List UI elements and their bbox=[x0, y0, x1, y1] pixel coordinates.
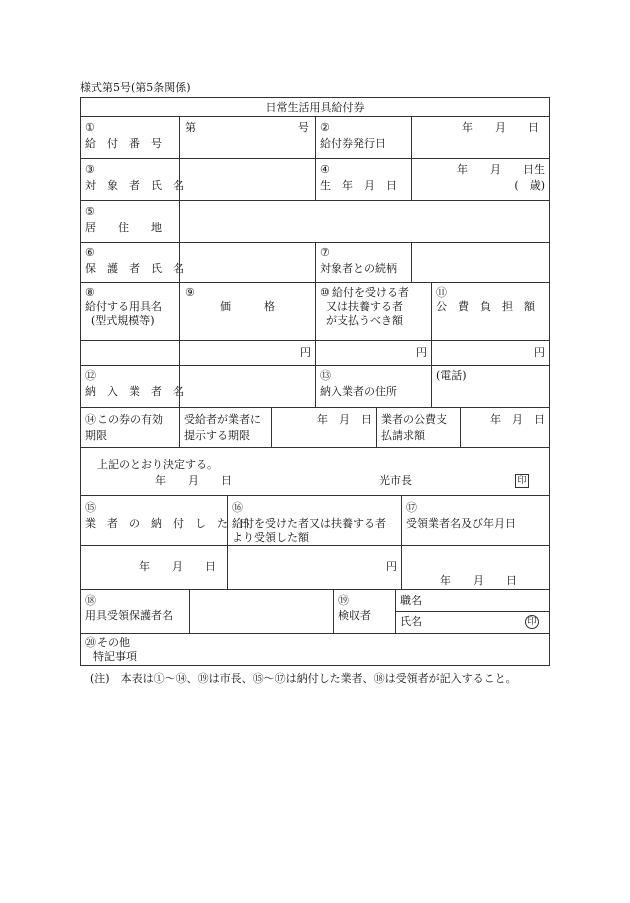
row-remarks[interactable]: ⑳ その他 特記事項 bbox=[80, 634, 550, 666]
form-number-header: 様式第5号(第5条関係) bbox=[80, 81, 191, 94]
cell-claim-label: 業者の公費支 払請求額 bbox=[376, 408, 460, 447]
decision-date: 年 月 日 bbox=[155, 474, 232, 487]
cell-issue-date-label: ② 給付券発行日 bbox=[315, 117, 411, 158]
label-subject-name: 対 象 者 氏 名 bbox=[85, 179, 184, 192]
row-issue-number bbox=[80, 117, 550, 159]
num-1: ① bbox=[85, 121, 95, 134]
label-item-name: 給付する用具名 bbox=[85, 300, 162, 313]
label-inspector: 検収者 bbox=[338, 609, 371, 622]
row-item-values bbox=[80, 341, 550, 366]
row-delivery-values bbox=[80, 546, 550, 590]
label-birthdate: 生 年 月 日 bbox=[320, 179, 397, 192]
label-receipt-vendor: 受領業者名及び年月日 bbox=[406, 517, 516, 530]
label-phone: (電話) bbox=[436, 369, 467, 382]
cell-delivery-date[interactable]: 年 月 日 bbox=[139, 560, 216, 573]
form-title: 日常生活用具給付券 bbox=[265, 101, 365, 114]
inspector-seal: 印 bbox=[525, 615, 539, 629]
cell-price[interactable]: 円 bbox=[179, 341, 315, 365]
footnote: (注) 本表は①～⑭、⑲は市長、⑮～⑰は納付した業者、⑱は受領者が記入すること。 bbox=[90, 672, 517, 685]
cell-public-cost[interactable]: 円 bbox=[431, 341, 549, 365]
decision-text: 上記のとおり決定する。 bbox=[97, 458, 218, 471]
label-other: その他 bbox=[97, 636, 130, 649]
cell-issue-date[interactable]: 年 月 日 bbox=[411, 117, 549, 158]
label-receiver-name: 用具受領保護者名 bbox=[85, 609, 173, 622]
row-subject-name: ③ 対 象 者 氏 名 ④ 生 年 月 日 年 月 日生 ( 歳) bbox=[80, 159, 550, 201]
cell-public-label: ⑪ 公 費 負 担 額 bbox=[431, 283, 549, 340]
cell-claim-amount[interactable]: 年 月 日 bbox=[460, 408, 549, 447]
cell-received-amount[interactable]: 円 bbox=[227, 546, 401, 589]
label-remarks: 特記事項 bbox=[93, 650, 137, 663]
cell-price-label: ⑨ 価 格 bbox=[179, 283, 315, 340]
cell-subject-name[interactable] bbox=[179, 159, 315, 200]
cell-present-deadline-label: 受給者が業者に 提示する期限 bbox=[179, 408, 271, 447]
label-delivery-date: 業 者 の 納 付 し た 日 bbox=[85, 517, 250, 530]
cell-birthdate-label: ④ 生 年 月 日 bbox=[315, 159, 411, 200]
label-post: 職名 bbox=[400, 594, 422, 607]
cell-vendor-address[interactable] bbox=[431, 366, 549, 407]
cell-present-deadline[interactable]: 年 月 日 bbox=[271, 408, 376, 447]
cell-receipt-vendor-label: ⑰ 受領業者名及び年月日 bbox=[401, 496, 549, 545]
cell-copay-label: ⑩ 給付を受ける者 又は扶養する者 が支払うべき額 bbox=[315, 283, 431, 340]
cell-issue-number[interactable]: 第 号 bbox=[179, 117, 315, 158]
row-validity: ⑭ この券の有効 期限 受給者が業者に 提示する期限 年 月 日 業者の公費支 払請求額 年 月 日 bbox=[80, 408, 550, 448]
label-relation: 対象者との続柄 bbox=[320, 262, 397, 275]
cell-relation-label: ⑦ 対象者との続柄 bbox=[315, 243, 411, 282]
row-residence: ⑤ 居 住 地 bbox=[80, 201, 550, 243]
row-decision bbox=[80, 448, 550, 496]
cell-copay[interactable]: 円 bbox=[315, 341, 431, 365]
cell-receiver-name[interactable] bbox=[189, 590, 333, 633]
cell-vendor-address-label: ⑬ 納入業者の住所 bbox=[315, 366, 431, 407]
cell-inspector-label: ⑲ 検収者 bbox=[333, 590, 395, 633]
label-vendor-address: 納入業者の住所 bbox=[320, 385, 397, 398]
label-vendor-name: 納 入 業 者 名 bbox=[85, 385, 184, 398]
label-guardian-name: 保 護 者 氏 名 bbox=[85, 262, 184, 275]
cell-received-label: ⑯ 給付を受けた者又は扶養する者 より受領した額 bbox=[227, 496, 401, 545]
inspector-divider bbox=[396, 611, 549, 612]
cell-item-name[interactable] bbox=[81, 341, 179, 365]
label-inspector-name: 氏名 bbox=[400, 615, 422, 628]
cell-receipt-vendor[interactable]: 年 月 日 bbox=[401, 546, 549, 589]
mayor-seal: 印 bbox=[515, 474, 529, 488]
row-item-header: ⑧ 給付する用具名 (型式規模等) ⑨ 価 格 ⑩ 給付を受ける者 又は扶養する者 が支払うべき額 ⑪ 公 費 負 担 額 bbox=[80, 283, 550, 341]
cell-relation[interactable] bbox=[411, 243, 549, 282]
title-row bbox=[80, 97, 550, 117]
label-issue-number: 給 付 番 号 bbox=[85, 137, 162, 150]
label-public-cost: 公 費 負 担 額 bbox=[436, 300, 535, 313]
row-vendor: ⑫ 納 入 業 者 名 ⑬ 納入業者の住所 (電話) bbox=[80, 366, 550, 408]
label-residence: 居 住 地 bbox=[85, 221, 162, 234]
cell-residence[interactable] bbox=[179, 201, 549, 242]
cell-birthdate[interactable]: 年 月 日生 ( 歳) bbox=[411, 159, 549, 200]
row-delivery-header: ⑮ 業 者 の 納 付 し た 日 ⑯ 給付を受けた者又は扶養する者 より受領した額 ⑰ 受領業者名及び年月日 bbox=[80, 496, 550, 546]
cell-vendor-name[interactable] bbox=[179, 366, 315, 407]
row-guardian: ⑥ 保 護 者 氏 名 ⑦ 対象者との続柄 bbox=[80, 243, 550, 283]
cell-inspector[interactable] bbox=[395, 590, 549, 633]
label-issue-date: 給付券発行日 bbox=[320, 137, 386, 150]
row-receiver: ⑱ 用具受領保護者名 ⑲ 検収者 職名 氏名 印 bbox=[80, 590, 550, 634]
mayor-label: 光市長 bbox=[379, 474, 412, 487]
label-price: 価 格 bbox=[220, 300, 275, 313]
cell-guardian-name[interactable] bbox=[179, 243, 315, 282]
label-item-model: (型式規模等) bbox=[91, 314, 155, 327]
